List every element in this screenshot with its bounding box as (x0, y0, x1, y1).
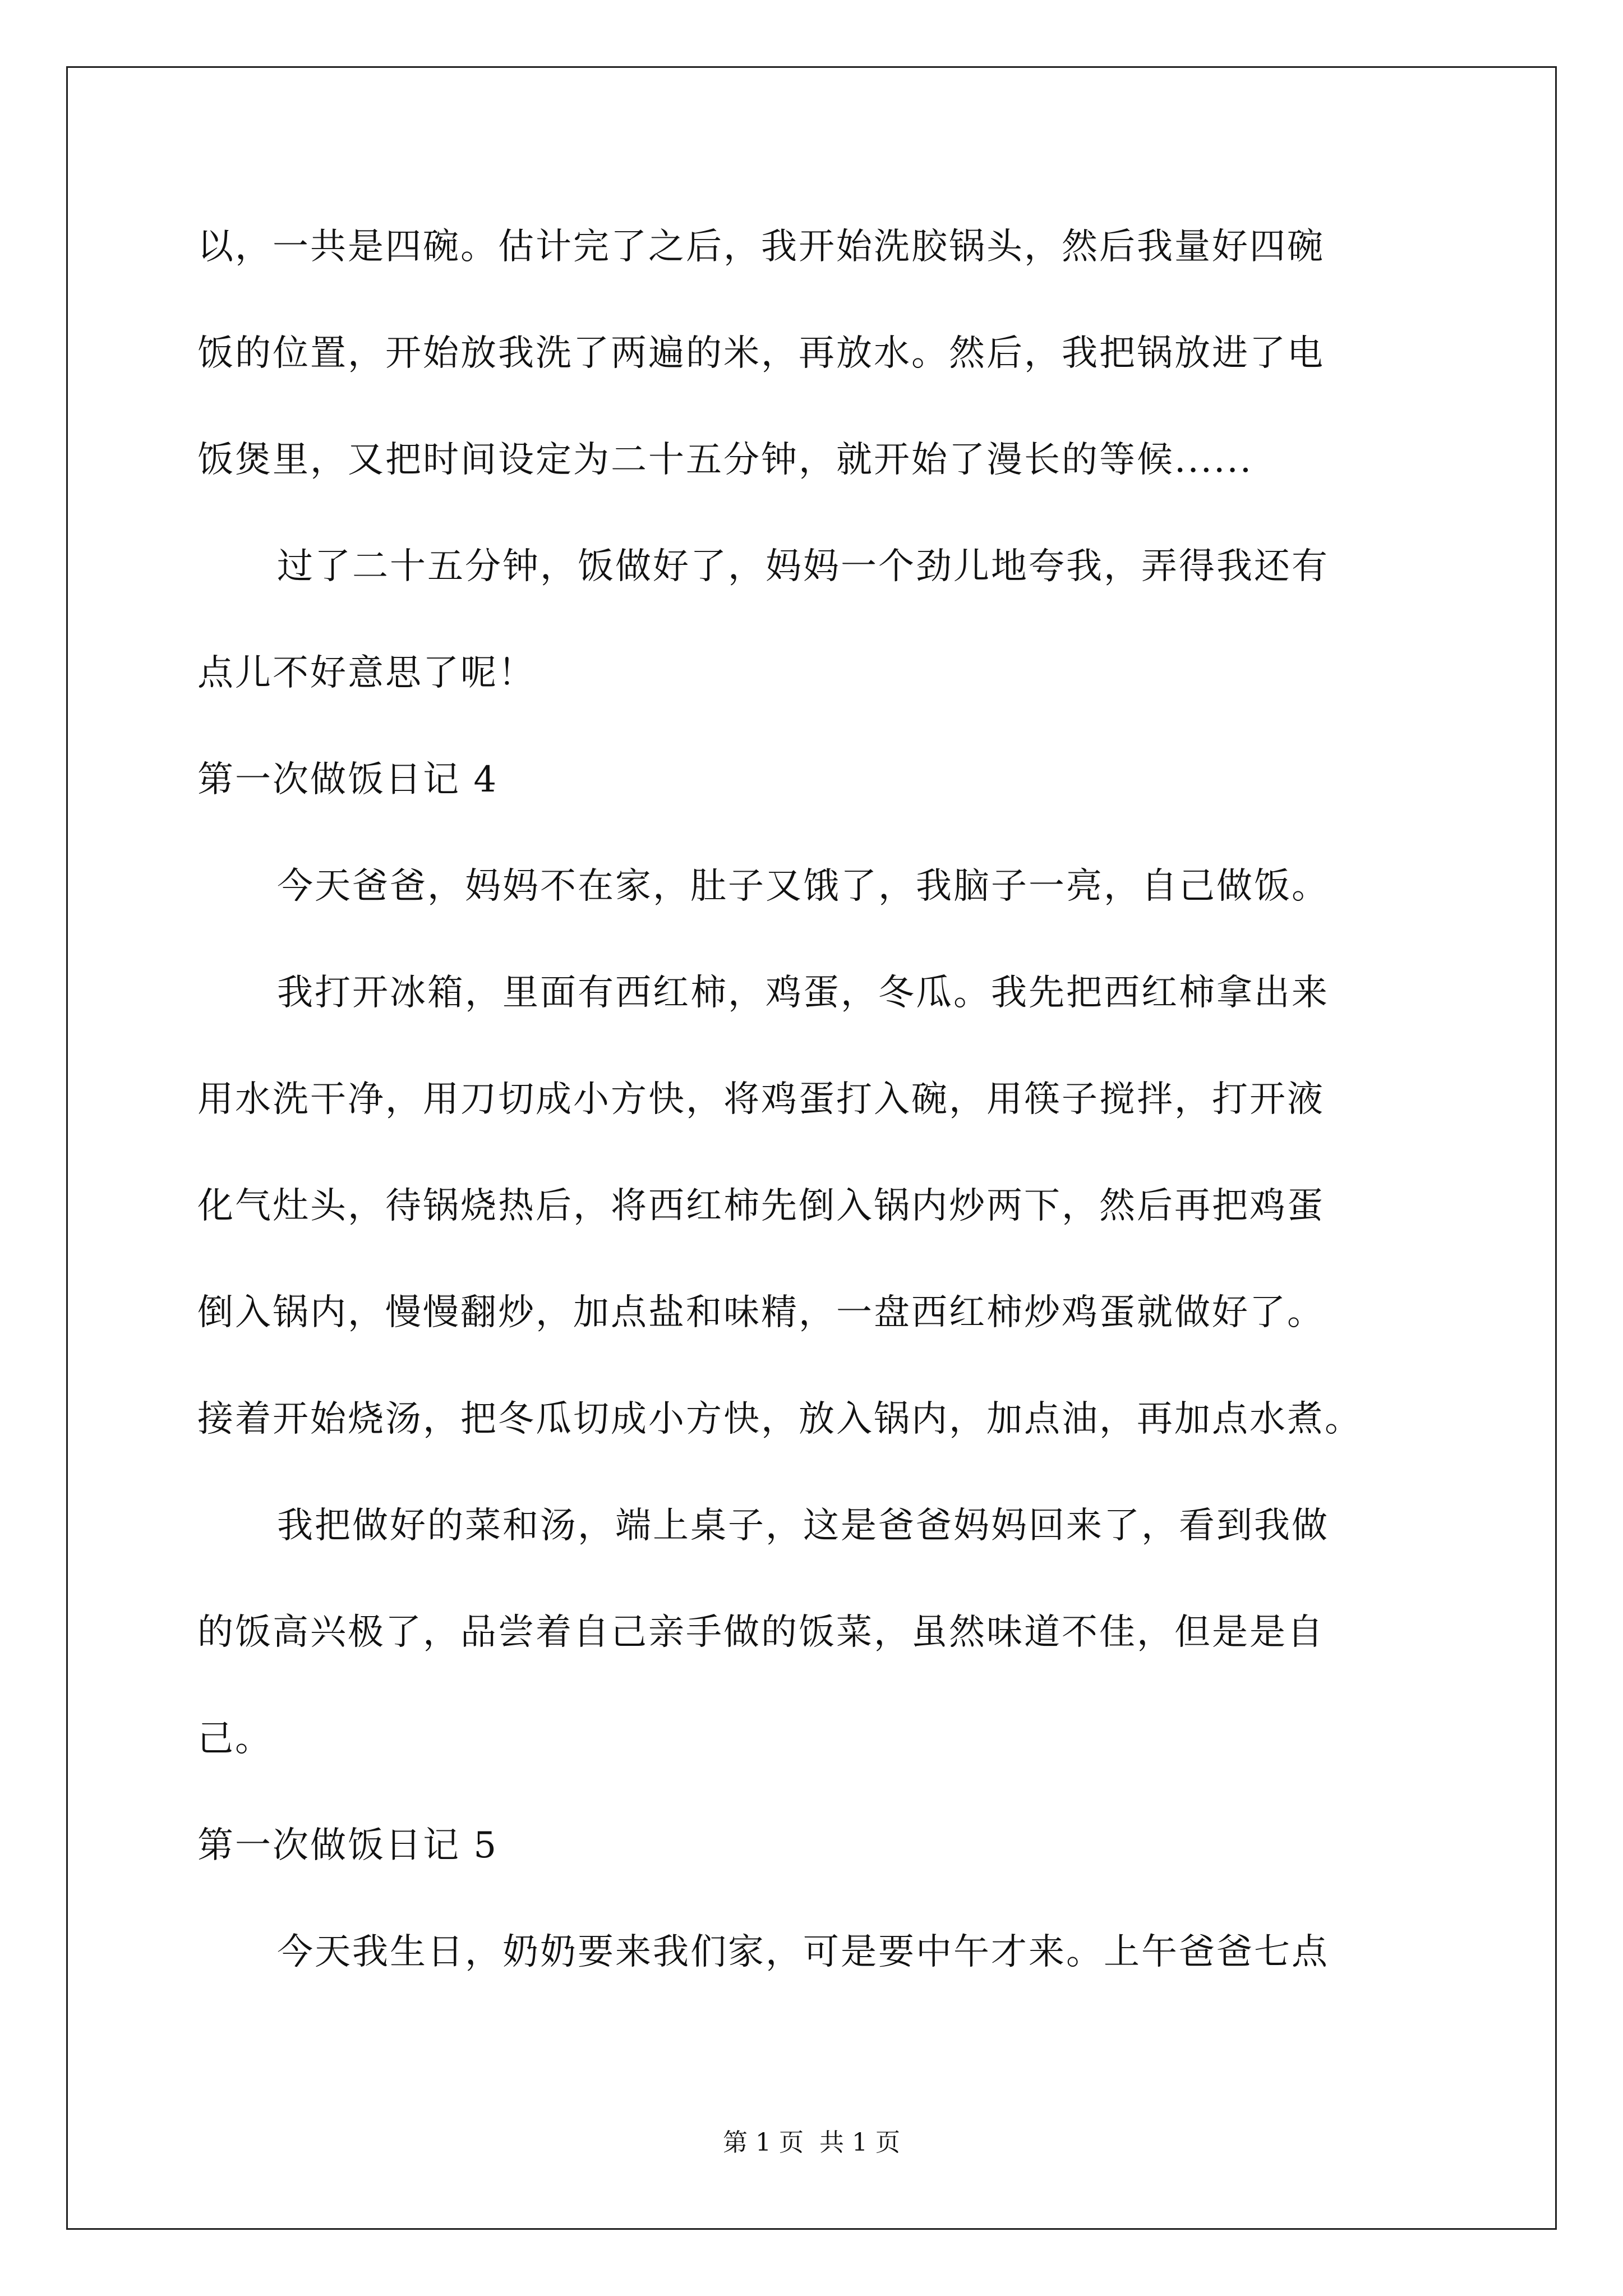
text-line-3: 饭煲里，又把时间设定为二十五分钟，就开始了漫长的等候...... (197, 439, 1253, 481)
text-line-11: 倒入锅内，慢慢翻炒，加点盐和味精，一盘西红柿炒鸡蛋就做好了。 (197, 1292, 1325, 1333)
text-line-9: 用水洗干净，用刀切成小方快，将鸡蛋打入碗，用筷子搅拌，打开液 (197, 1079, 1325, 1120)
text-line-1: 以，一共是四碗。估计完了之后，我开始洗胶锅头，然后我量好四碗 (197, 226, 1325, 268)
text-line-7: 今天爸爸，妈妈不在家，肚子又饿了，我脑子一亮，自己做饭。 (277, 866, 1329, 907)
text-line-14: 的饭高兴极了，品尝着自己亲手做的饭菜，虽然味道不佳，但是是自 (197, 1612, 1325, 1653)
page-number-current: 第 1 页 (723, 2128, 804, 2157)
text-line-12: 接着开始烧汤，把冬瓜切成小方快，放入锅内，加点油，再加点水煮。 (197, 1398, 1362, 1440)
text-line-13: 我把做好的菜和汤，端上桌子，这是爸爸妈妈回来了，看到我做 (277, 1505, 1329, 1547)
text-line-15: 己。 (197, 1718, 273, 1760)
text-line-2: 饭的位置，开始放我洗了两遍的米，再放水。然后，我把锅放进了电 (197, 333, 1325, 374)
text-line-5: 点儿不好意思了呢！ (197, 652, 536, 694)
section-heading-diary-4: 第一次做饭日记 4 (197, 759, 499, 800)
page-footer (0, 2126, 1623, 2160)
text-line-10: 化气灶头，待锅烧热后，将西红柿先倒入锅内炒两下，然后再把鸡蛋 (197, 1185, 1325, 1227)
text-line-4: 过了二十五分钟，饭做好了，妈妈一个劲儿地夸我，弄得我还有 (277, 546, 1329, 587)
text-line-17: 今天我生日，奶奶要来我们家，可是要中午才来。上午爸爸七点 (277, 1931, 1329, 1973)
page-number-total: 共 1 页 (819, 2128, 900, 2157)
section-heading-diary-5: 第一次做饭日记 5 (197, 1825, 499, 1866)
text-line-8: 我打开冰箱，里面有西红柿，鸡蛋，冬瓜。我先把西红柿拿出来 (277, 972, 1329, 1014)
document-body (197, 220, 1426, 2032)
